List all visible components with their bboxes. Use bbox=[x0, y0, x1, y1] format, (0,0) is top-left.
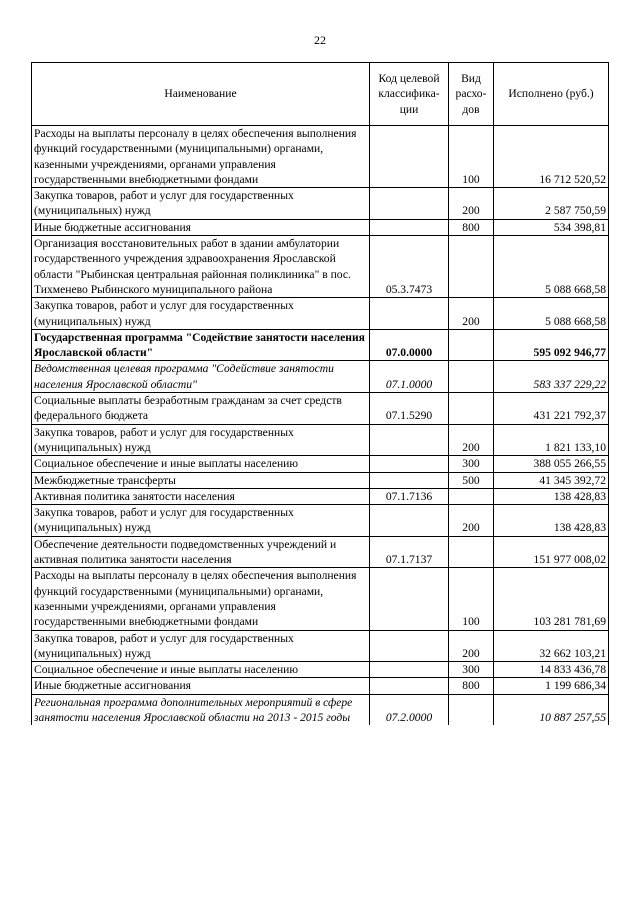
cell-sum: 103 281 781,69 bbox=[494, 568, 609, 630]
cell-sum: 14 833 436,78 bbox=[494, 662, 609, 678]
cell-vid: 200 bbox=[449, 505, 494, 537]
cell-name: Закупка товаров, работ и услуг для государственных (муниципальных) нужд bbox=[32, 630, 370, 662]
cell-code bbox=[370, 630, 449, 662]
cell-vid: 200 bbox=[449, 298, 494, 330]
table-row bbox=[32, 694, 609, 725]
cell-sum: 1 821 133,10 bbox=[494, 424, 609, 456]
header-vid: Вид расхо-дов bbox=[449, 63, 494, 126]
cell-sum: 583 337 229,22 bbox=[494, 361, 609, 393]
cell-name: Активная политика занятости населения bbox=[32, 488, 370, 504]
table-row bbox=[32, 361, 609, 393]
cell-sum: 138 428,83 bbox=[494, 505, 609, 537]
cell-code bbox=[370, 472, 449, 488]
table-row bbox=[32, 662, 609, 678]
table-row bbox=[32, 424, 609, 456]
cell-name: Закупка товаров, работ и услуг для государственных (муниципальных) нужд bbox=[32, 424, 370, 456]
cell-name: Закупка товаров, работ и услуг для государственных (муниципальных) нужд bbox=[32, 188, 370, 220]
table-row bbox=[32, 126, 609, 188]
table-row bbox=[32, 488, 609, 504]
cell-sum: 1 199 686,34 bbox=[494, 678, 609, 694]
header-name: Наименование bbox=[32, 63, 370, 126]
cell-sum: 138 428,83 bbox=[494, 488, 609, 504]
cell-name: Межбюджетные трансферты bbox=[32, 472, 370, 488]
cell-code bbox=[370, 662, 449, 678]
cell-sum: 10 887 257,55 bbox=[494, 694, 609, 725]
cell-code bbox=[370, 298, 449, 330]
cell-name: Закупка товаров, работ и услуг для государственных (муниципальных) нужд bbox=[32, 298, 370, 330]
cell-name: Расходы на выплаты персоналу в целях обеспечения выполнения функций государственными (муниципальными) органами, казенными учреждениями, органами управления государственными внебюджетными фондами bbox=[32, 126, 370, 188]
table-row bbox=[32, 472, 609, 488]
cell-name: Государственная программа "Содействие занятости населения Ярославской области" bbox=[32, 329, 370, 361]
cell-sum: 41 345 392,72 bbox=[494, 472, 609, 488]
cell-vid bbox=[449, 236, 494, 298]
header-code: Код целевой классифика-ции bbox=[370, 63, 449, 126]
header-sum: Исполнено (руб.) bbox=[494, 63, 609, 126]
cell-name: Иные бюджетные ассигнования bbox=[32, 219, 370, 235]
cell-vid bbox=[449, 361, 494, 393]
table-row bbox=[32, 188, 609, 220]
cell-code: 07.2.0000 bbox=[370, 694, 449, 725]
cell-vid: 800 bbox=[449, 219, 494, 235]
cell-sum: 151 977 008,02 bbox=[494, 536, 609, 568]
cell-code: 07.1.7136 bbox=[370, 488, 449, 504]
cell-code bbox=[370, 505, 449, 537]
cell-vid: 200 bbox=[449, 188, 494, 220]
table-row bbox=[32, 536, 609, 568]
cell-name: Закупка товаров, работ и услуг для государственных (муниципальных) нужд bbox=[32, 505, 370, 537]
table-row bbox=[32, 678, 609, 694]
cell-vid bbox=[449, 488, 494, 504]
cell-vid: 500 bbox=[449, 472, 494, 488]
cell-name: Расходы на выплаты персоналу в целях обеспечения выполнения функций государственными (муниципальными) органами, казенными учреждениями, органами управления государственными внебюджетными фондами bbox=[32, 568, 370, 630]
cell-vid: 300 bbox=[449, 662, 494, 678]
table-row bbox=[32, 329, 609, 361]
cell-sum: 388 055 266,55 bbox=[494, 456, 609, 472]
cell-code bbox=[370, 456, 449, 472]
table-header-row bbox=[32, 63, 609, 126]
cell-vid: 100 bbox=[449, 126, 494, 188]
cell-code bbox=[370, 678, 449, 694]
page-number: 22 bbox=[314, 33, 326, 47]
cell-name: Региональная программа дополнительных мероприятий в сфере занятости населения Ярославской области на 2013 - 2015 годы bbox=[32, 694, 370, 725]
cell-code: 05.3.7473 bbox=[370, 236, 449, 298]
cell-vid bbox=[449, 694, 494, 725]
table-row bbox=[32, 298, 609, 330]
cell-code bbox=[370, 126, 449, 188]
cell-vid bbox=[449, 536, 494, 568]
cell-sum: 5 088 668,58 bbox=[494, 236, 609, 298]
cell-sum: 2 587 750,59 bbox=[494, 188, 609, 220]
cell-code bbox=[370, 188, 449, 220]
cell-vid: 100 bbox=[449, 568, 494, 630]
cell-sum: 5 088 668,58 bbox=[494, 298, 609, 330]
budget-execution-table bbox=[31, 62, 609, 725]
cell-name: Организация восстановительных работ в здании амбулатории государственного учреждения здравоохранения Ярославской области "Рыбинская центральная районная поликлиника" в пос. Тихменево Рыбинского муниципального района bbox=[32, 236, 370, 298]
cell-code bbox=[370, 568, 449, 630]
table-row bbox=[32, 505, 609, 537]
cell-name: Социальные выплаты безработным гражданам за счет средств федерального бюджета bbox=[32, 393, 370, 425]
cell-vid bbox=[449, 393, 494, 425]
table-row bbox=[32, 568, 609, 630]
cell-name: Ведомственная целевая программа "Содействие занятости населения Ярославской области" bbox=[32, 361, 370, 393]
table-row bbox=[32, 630, 609, 662]
table-row bbox=[32, 219, 609, 235]
cell-vid: 300 bbox=[449, 456, 494, 472]
table-row bbox=[32, 456, 609, 472]
cell-code: 07.1.7137 bbox=[370, 536, 449, 568]
cell-code: 07.1.5290 bbox=[370, 393, 449, 425]
cell-code bbox=[370, 219, 449, 235]
cell-code: 07.0.0000 bbox=[370, 329, 449, 361]
cell-sum: 431 221 792,37 bbox=[494, 393, 609, 425]
cell-sum: 32 662 103,21 bbox=[494, 630, 609, 662]
table-row bbox=[32, 393, 609, 425]
cell-vid: 200 bbox=[449, 424, 494, 456]
cell-code: 07.1.0000 bbox=[370, 361, 449, 393]
cell-name: Обеспечение деятельности подведомственных учреждений и активная политика занятости населения bbox=[32, 536, 370, 568]
table-row bbox=[32, 236, 609, 298]
cell-name: Социальное обеспечение и иные выплаты населению bbox=[32, 456, 370, 472]
cell-vid: 200 bbox=[449, 630, 494, 662]
cell-vid: 800 bbox=[449, 678, 494, 694]
cell-sum: 534 398,81 bbox=[494, 219, 609, 235]
cell-sum: 16 712 520,52 bbox=[494, 126, 609, 188]
cell-code bbox=[370, 424, 449, 456]
cell-sum: 595 092 946,77 bbox=[494, 329, 609, 361]
cell-name: Социальное обеспечение и иные выплаты населению bbox=[32, 662, 370, 678]
cell-vid bbox=[449, 329, 494, 361]
cell-name: Иные бюджетные ассигнования bbox=[32, 678, 370, 694]
